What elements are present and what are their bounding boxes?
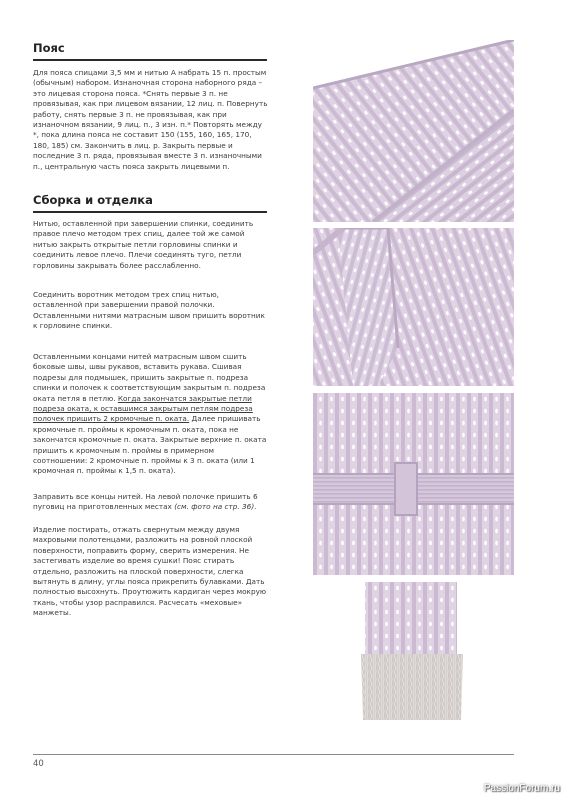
paragraph-buttons-part1: Заправить все концы нитей. На левой полочке пришить 6 пуговиц на приготовленных местах — [33, 492, 258, 512]
section-rule-assembly — [33, 211, 267, 213]
section-body-buttons — [33, 492, 269, 513]
paragraph-shoulders: Нитью, оставленной при завершении спинки, соединить правое плечо методом трех спиц, далее той же самой нитью закрыть открытые петли горловины спинки и соединить левое плечо. Плечи соединять туго, петли горловины закрывать более расслабленно. — [33, 219, 254, 270]
section-rule-belt — [33, 59, 267, 61]
photo-collar-neckline — [313, 228, 514, 386]
paragraph-seams-part2: Далее пришивать кромочные п. проймы к кромочным п. оката, пока не закончатся кромочные п. оката. Закрытые верхние п. оката пришить к кромочным п. проймы в примерном соотношении: 2 кромочные п. проймы к 3 п. оката (или 1 кромочная п. проймы к 1,5 п. оката). — [33, 414, 267, 476]
section-body-washing — [33, 525, 269, 619]
knit-shoulder-illustration — [313, 40, 514, 222]
paragraph-buttons-photo-ref: (см. фото на стр. 36) — [174, 502, 255, 512]
photo-belt-loop — [313, 393, 514, 575]
photo-fur-cuff — [313, 582, 514, 720]
paragraph-buttons-end: . — [254, 502, 257, 512]
page-number: 40 — [33, 759, 44, 769]
knit-collar-illustration — [313, 228, 514, 386]
section-body-belt — [33, 68, 269, 172]
footer-rule — [33, 754, 514, 755]
paragraph-washing: Изделие постирать, отжать свернутым между двумя махровыми полотенцами, разложить на ровной плоской поверхности, поправить форму, сверить измерения. Не застегивать изделие во время сушки! Пояс стирать отдельно, разложить на плоской поверхности, слегка вытянуть в длину, углы пояса прикрепить булавками. Дать полностью высохнуть. Проутюжить кардиган через мокрую ткань, чтобы узор расправился. Расчесать «меховые» манжеты. — [33, 525, 267, 618]
section-title-assembly: Сборка и отделка — [33, 193, 153, 207]
section-title-belt: Пояс — [33, 41, 65, 55]
photo-shoulder-seam — [313, 40, 514, 222]
paragraph-seams-underlined: Когда закончатся закрытые петли подреза оката, к оставшимся закрытым петлям подреза полочек пришить 2 кромочные п. оката. — [33, 393, 253, 424]
paragraph-buttons — [33, 492, 269, 513]
paragraph-belt-instructions: Для пояса спицами 3,5 мм и нитью А набрать 15 п. простым (обычным) набором. Изнаночная сторона наборного ряда – это лицевая сторона пояса. *Снять первые 3 п. не провязывая, как при лицевом вязании, 12 лиц. п. Повернуть работу, снять первые 3 п. не провязывая, как при изнаночном вязании, 9 лиц. п., 3 изн. п.* Повторять между *, пока длина пояса не составит 150 (155, 160, 165, 170, 180, 185) см. Закончить в лиц. р. Закрыть первые и последние 3 п. ряда, провязывая вместе 3 п. изнаночными п., центральную часть пояса закрыть лицевыми п. — [33, 68, 268, 171]
knit-belt-illustration — [313, 393, 514, 575]
paragraph-collar: Соединить воротник методом трех спиц нитью, оставленной при завершении правой полочки. Оставленными нитями матрасным швом пришить воротник к горловине спинки. — [33, 290, 265, 331]
paragraph-seams-part1: Оставленными концами нитей матрасным швом сшить боковые швы, швы рукавов, вставить рукава. Сшивая подрезы для подмышек, пришить закрытые п. подреза спинки и полочек к соответствующим закрытым п. подреза оката петля в петлю. — [33, 352, 266, 403]
section-body-collar — [33, 290, 269, 332]
section-body-assembly — [33, 219, 269, 271]
section-body-seams — [33, 352, 269, 477]
paragraph-seams — [33, 352, 269, 477]
watermark: PassionForum.ru — [483, 783, 560, 794]
knit-cuff-illustration — [313, 582, 514, 720]
